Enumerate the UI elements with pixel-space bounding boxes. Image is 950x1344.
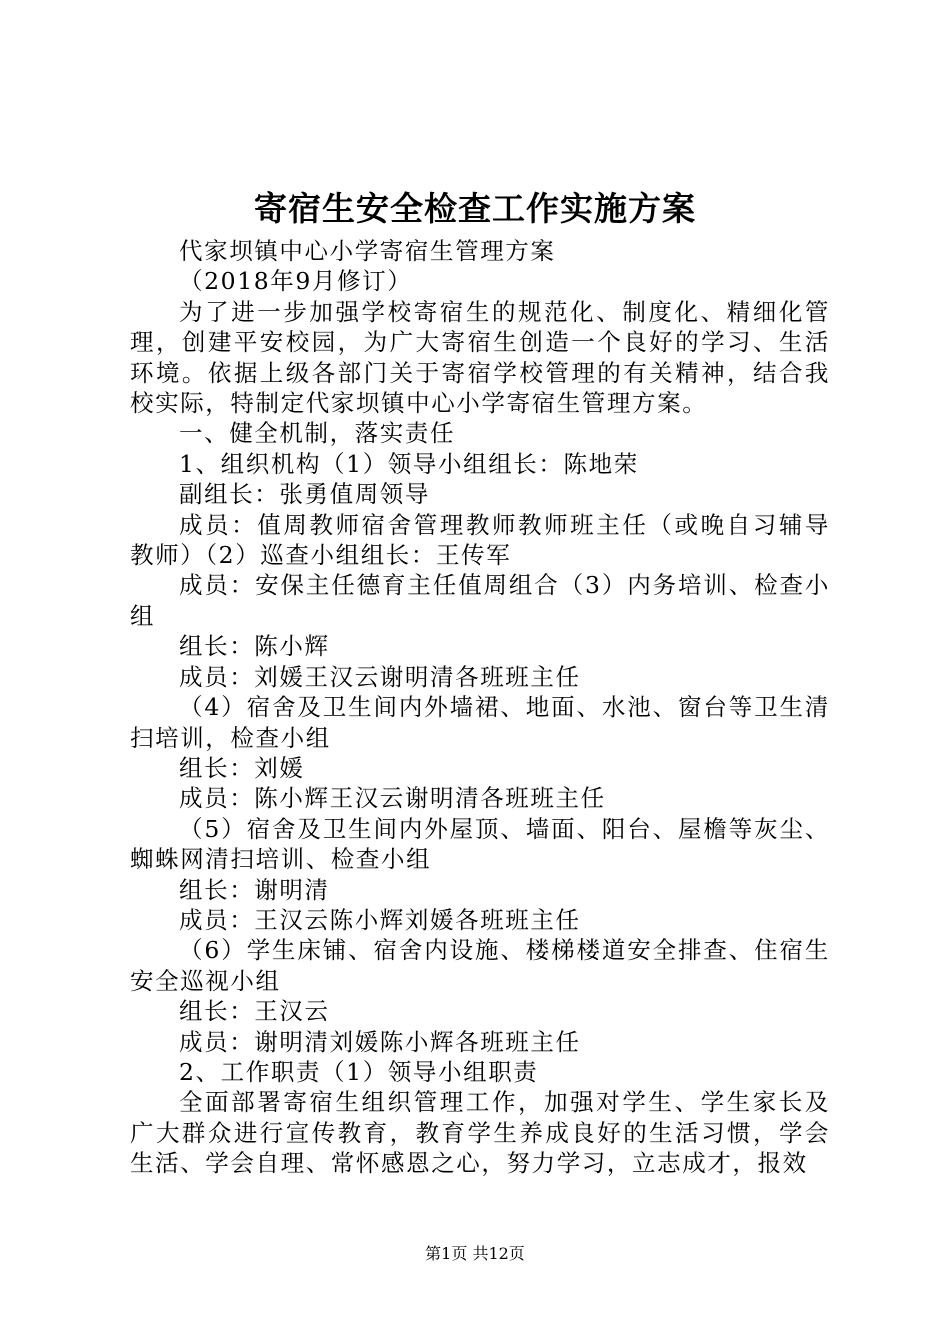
- paragraph-group-leader-4: 组长：刘媛: [179, 753, 305, 782]
- document-body: [130, 236, 830, 1179]
- paragraph-duties-text: 全面部署寄宿生组织管理工作，加强对学生、学生家长及广大群众进行宣传教育，教育学生养成良好的生活习惯，学会生活、学会自理、常怀感恩之心，努力学习，立志成才，报效: [130, 1088, 830, 1178]
- paragraph-vice-leader: 副组长：张勇值周领导: [179, 480, 430, 509]
- paragraph-group-leader-5: 组长：谢明清: [179, 875, 330, 904]
- paragraph-intro: 为了进一步加强学校寄宿生的规范化、制度化、精细化管理，创建平安校园，为广大寄宿生创造一个良好的学习、生活环境。依据上级各部门关于寄宿学校管理的有关精神，结合我校实际，特制定代家坝镇中心小学寄宿生管理方案。: [130, 297, 830, 418]
- paragraph-group-6: （6）学生床铺、宿舍内设施、楼梯楼道安全排查、住宿生安全巡视小组: [130, 936, 830, 995]
- paragraph-members-2: 成员：安保主任德育主任值周组合（3）内务培训、检查小组: [130, 571, 830, 630]
- paragraph-members-6: 成员：谢明清刘媛陈小辉各班班主任: [179, 1027, 581, 1056]
- document-title: 寄宿生安全检查工作实施方案: [254, 189, 696, 228]
- paragraph-group-5: （5）宿舍及卫生间内外屋顶、墙面、阳台、屋檐等灰尘、蜘蛛网清扫培训、检查小组: [130, 814, 830, 874]
- paragraph-org-leader: 1、组织机构（1）领导小组组长：陈地荣: [179, 449, 639, 478]
- paragraph-members-5: 成员：王汉云陈小辉刘媛各班班主任: [179, 905, 581, 934]
- paragraph-duties-heading: 2、工作职责（1）领导小组职责: [179, 1057, 539, 1086]
- paragraph-members-4: 成员：陈小辉王汉云谢明清各班班主任: [179, 784, 606, 813]
- paragraph-revision-date: （2018年9月修订）: [179, 267, 413, 296]
- paragraph-group-leader-6: 组长：王汉云: [179, 997, 330, 1026]
- paragraph-group-4: （4）宿舍及卫生间内外墙裙、地面、水池、窗台等卫生清扫培训，检查小组: [130, 693, 830, 752]
- page-footer: 第1页 共12页: [425, 1244, 525, 1263]
- paragraph-members-3: 成员：刘媛王汉云谢明清各班班主任: [179, 662, 581, 691]
- paragraph-school-plan-name: 代家坝镇中心小学寄宿生管理方案: [179, 237, 556, 265]
- section-heading-1: 一、健全机制，落实责任: [179, 419, 456, 448]
- paragraph-group-leader-3: 组长：陈小辉: [179, 632, 330, 661]
- paragraph-members-1: 成员：值周教师宿舍管理教师教师班主任（或晚自习辅导教师）（2）巡查小组组长：王传军: [130, 510, 830, 570]
